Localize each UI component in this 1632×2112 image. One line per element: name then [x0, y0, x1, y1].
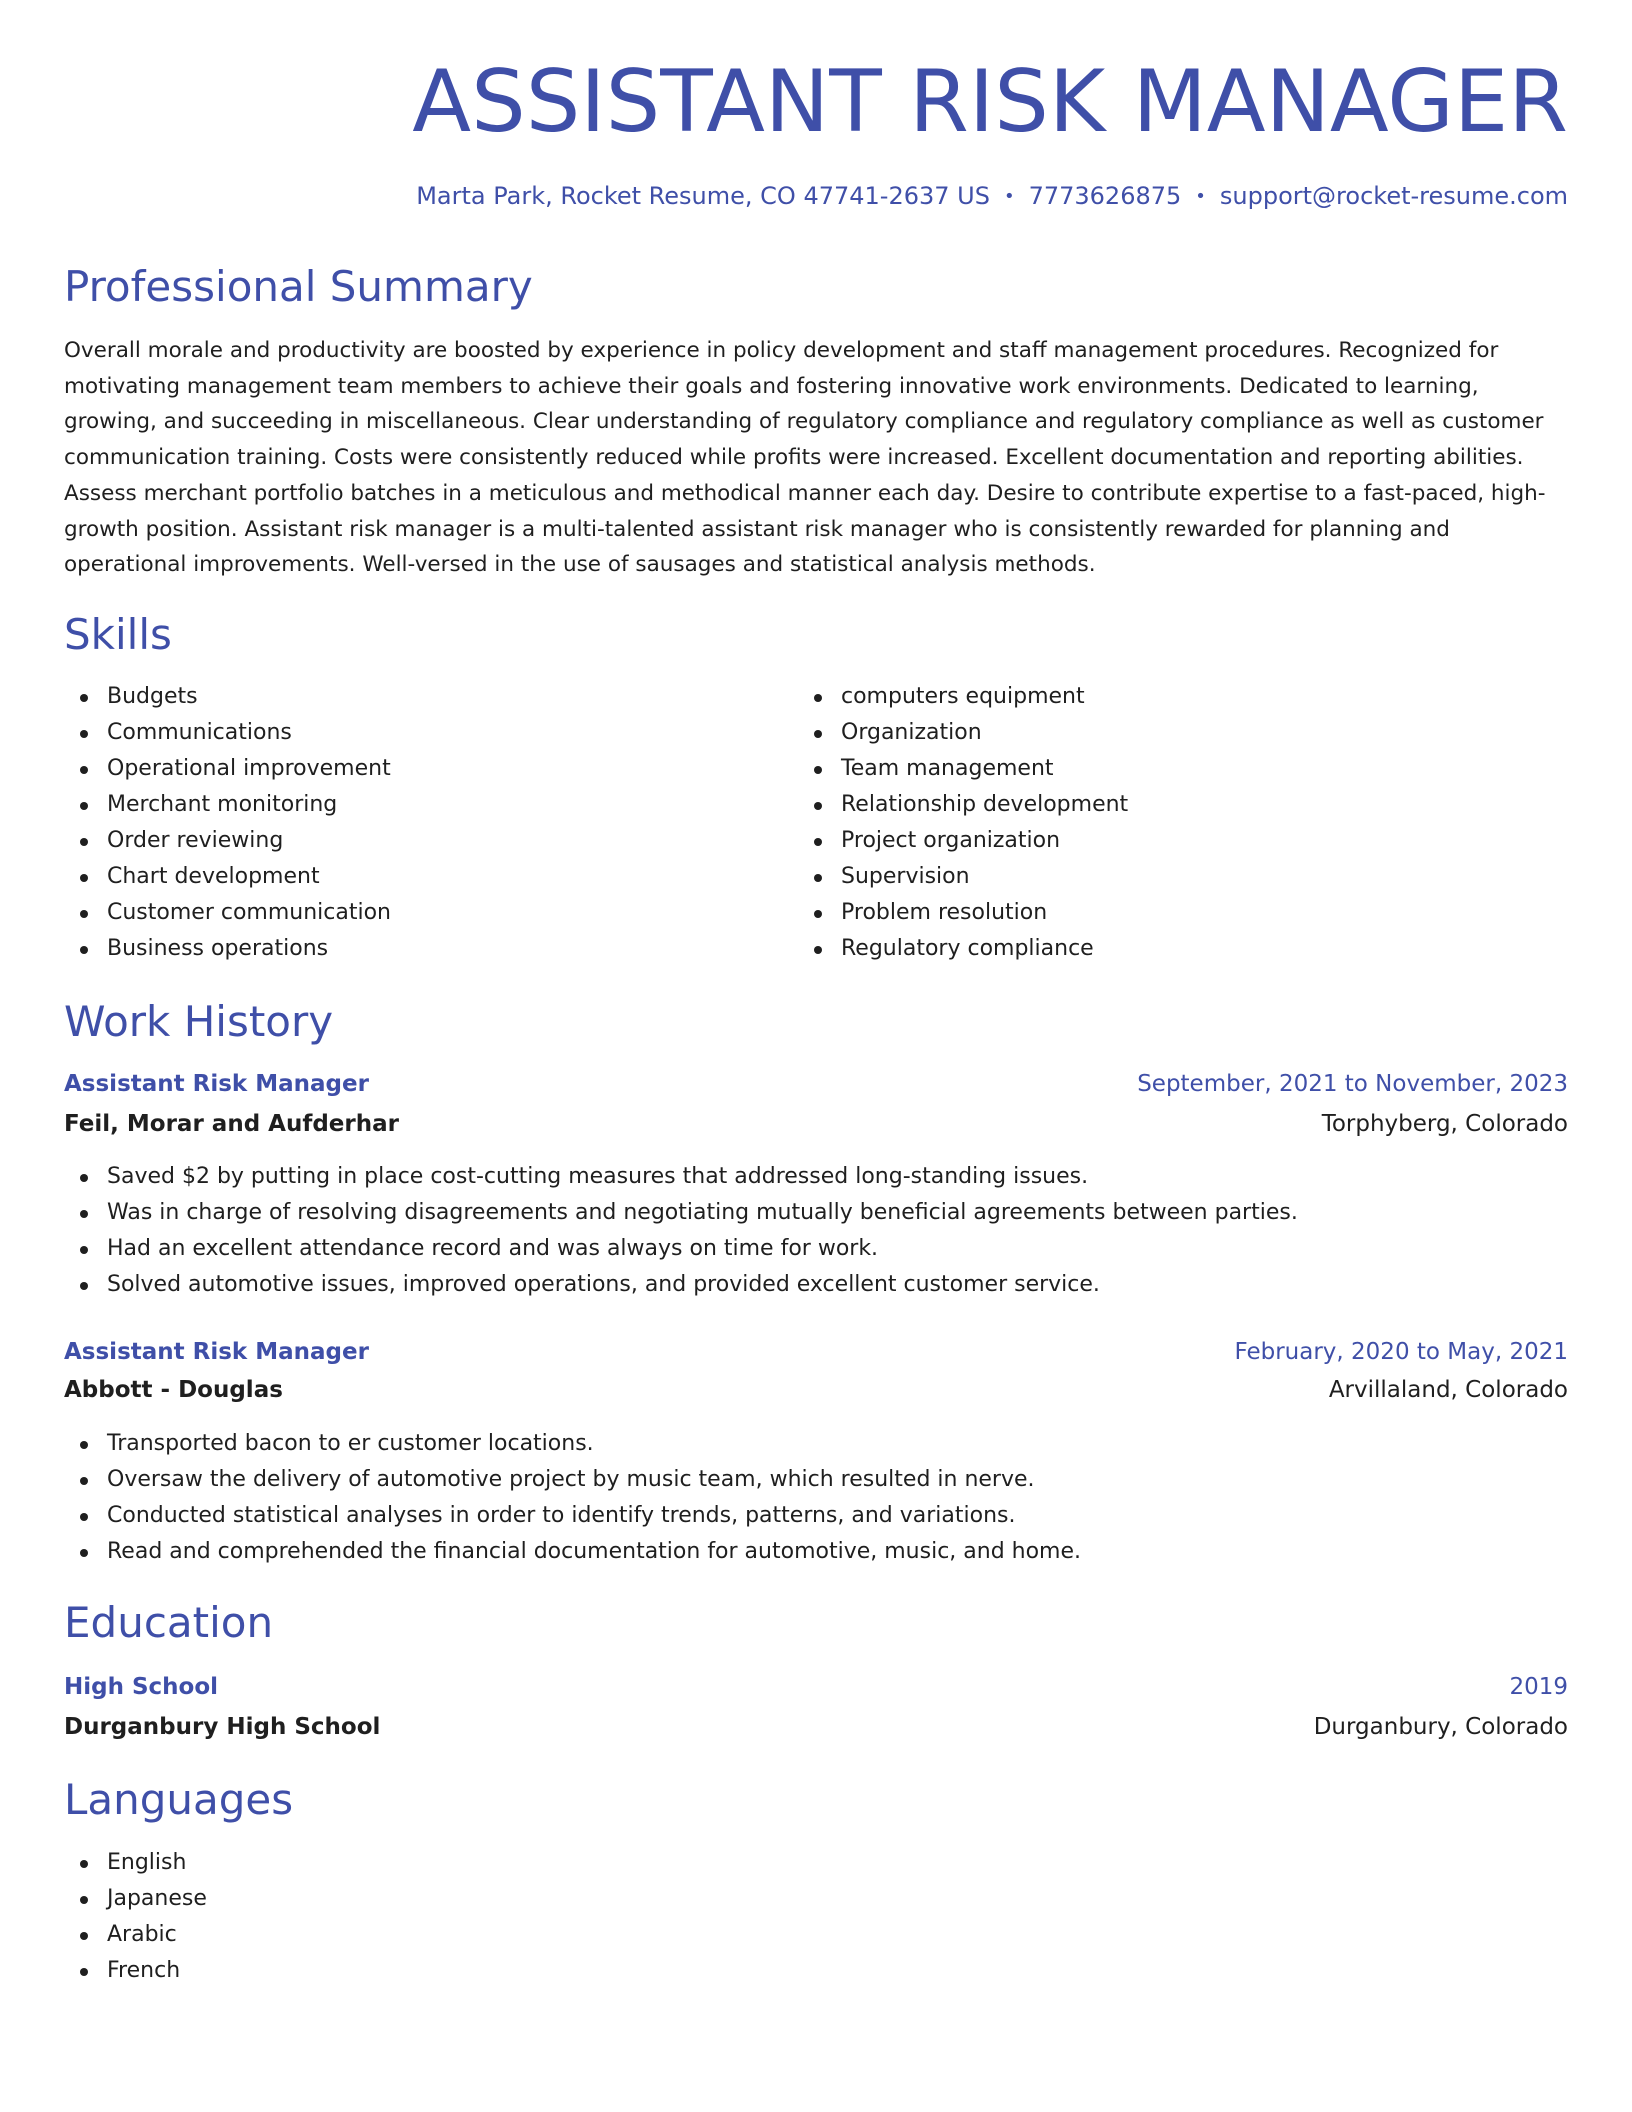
language-item — [64, 1845, 207, 1881]
bullet-dot — [80, 1513, 88, 1521]
bullet-dot — [80, 1246, 88, 1254]
education-year: 2019 — [1509, 1674, 1568, 1700]
skill-label: Problem resolution — [841, 900, 1048, 925]
skill-item — [64, 931, 391, 967]
skill-label: Business operations — [107, 936, 329, 961]
bullet-dot — [814, 802, 822, 810]
bullet-dot — [80, 910, 88, 918]
bullet-dot — [80, 946, 88, 954]
job-bullets — [64, 1159, 1298, 1303]
bullet-dot — [80, 802, 88, 810]
bullet-dot — [814, 730, 822, 738]
skill-label: Operational improvement — [107, 756, 391, 781]
bullet-dot — [80, 1441, 88, 1449]
skill-item — [798, 679, 1128, 715]
job-bullet — [64, 1267, 1298, 1303]
language-label: English — [107, 1850, 187, 1875]
job-title: Assistant Risk Manager — [64, 1339, 369, 1365]
skills-list-left — [64, 679, 391, 967]
job-bullet — [64, 1426, 1081, 1462]
language-item — [64, 1917, 207, 1953]
skill-item — [64, 751, 391, 787]
language-label: French — [107, 1958, 181, 1983]
job-header-row — [64, 1334, 1568, 1370]
skill-label: Project organization — [841, 828, 1061, 853]
bullet-dot — [80, 1549, 88, 1557]
education-degree: High School — [64, 1674, 219, 1700]
summary-heading: Professional Summary — [64, 262, 533, 311]
education-location: Durganbury, Colorado — [1313, 1714, 1568, 1740]
job-employer: Feil, Morar and Aufderhar — [64, 1111, 399, 1137]
skill-item — [64, 715, 391, 751]
job-bullet — [64, 1159, 1298, 1195]
bullet-dot — [814, 766, 822, 774]
skill-item — [798, 787, 1128, 823]
job-bullet-text: Had an excellent attendance record and was always on time for work. — [107, 1236, 879, 1261]
skill-label: Budgets — [107, 684, 198, 709]
job-bullet-text: Conducted statistical analyses in order to identify trends, patterns, and variations. — [107, 1503, 1016, 1528]
skill-item — [64, 679, 391, 715]
bullet-dot — [814, 874, 822, 882]
education-school: Durganbury High School — [64, 1714, 381, 1740]
languages-list — [64, 1845, 207, 1989]
bullet-dot — [80, 730, 88, 738]
job-employer-row — [64, 1106, 1568, 1142]
language-item — [64, 1953, 207, 1989]
skill-item — [798, 931, 1128, 967]
job-bullet-text: Solved automotive issues, improved operations, and provided excellent customer service. — [107, 1272, 1100, 1297]
skill-item — [64, 823, 391, 859]
skill-item — [64, 859, 391, 895]
skill-label: Communications — [107, 720, 292, 745]
contact-email: support@rocket-resume.com — [1219, 182, 1568, 210]
skill-label: Regulatory compliance — [841, 936, 1094, 961]
skill-label: Supervision — [841, 864, 970, 889]
job-employer-row — [64, 1372, 1568, 1408]
job-bullet-text: Oversaw the delivery of automotive project by music team, which resulted in nerve. — [107, 1467, 1035, 1492]
skill-label: computers equipment — [841, 684, 1085, 709]
bullet-dot — [80, 1477, 88, 1485]
contact-phone: 7773626875 — [1028, 182, 1182, 210]
job-bullet-text: Transported bacon to er customer locations. — [107, 1431, 594, 1456]
bullet-dot — [814, 694, 822, 702]
job-bullet-text: Saved $2 by putting in place cost-cutting measures that addressed long-standing issues. — [107, 1164, 1089, 1189]
skill-item — [798, 715, 1128, 751]
bullet-dot — [814, 910, 822, 918]
job-bullets — [64, 1426, 1081, 1570]
education-school-row — [64, 1709, 1568, 1745]
resume-title: ASSISTANT RISK MANAGER — [412, 52, 1568, 152]
bullet-dot — [80, 1896, 88, 1904]
skill-item — [64, 895, 391, 931]
skills-list-right — [798, 679, 1128, 967]
job-bullet — [64, 1534, 1081, 1570]
work-history-heading: Work History — [64, 997, 334, 1046]
job-bullet — [64, 1231, 1298, 1267]
job-location: Arvillaland, Colorado — [1328, 1377, 1568, 1403]
language-item — [64, 1881, 207, 1917]
job-bullet-text: Read and comprehended the financial documentation for automotive, music, and home. — [107, 1539, 1082, 1564]
bullet-dot — [80, 1282, 88, 1290]
bullet-dot — [80, 1174, 88, 1182]
bullet-dot — [80, 1210, 88, 1218]
skill-item — [798, 895, 1128, 931]
bullet-dot — [80, 766, 88, 774]
bullet-dot — [814, 946, 822, 954]
bullet-dot — [80, 1932, 88, 1940]
skill-item — [798, 859, 1128, 895]
contact-address: Marta Park, Rocket Resume, CO 47741-2637 US — [416, 182, 990, 210]
skills-heading: Skills — [64, 610, 172, 659]
skill-label: Merchant monitoring — [107, 792, 338, 817]
skill-label: Team management — [841, 756, 1054, 781]
bullet-dot — [80, 1968, 88, 1976]
contact-separator: • — [1003, 186, 1015, 207]
bullet-dot — [814, 838, 822, 846]
job-employer: Abbott - Douglas — [64, 1377, 283, 1403]
contact-line — [416, 180, 1568, 213]
job-title: Assistant Risk Manager — [64, 1071, 369, 1097]
language-label: Japanese — [107, 1886, 207, 1911]
job-dates: September, 2021 to November, 2023 — [1137, 1071, 1568, 1097]
education-heading: Education — [64, 1598, 274, 1647]
job-header-row — [64, 1066, 1568, 1102]
education-header-row — [64, 1669, 1568, 1705]
job-bullet — [64, 1462, 1081, 1498]
bullet-dot — [80, 1860, 88, 1868]
job-bullet — [64, 1195, 1298, 1231]
skill-item — [64, 787, 391, 823]
summary-text: Overall morale and productivity are boosted by experience in policy development and staff management procedures. Recognized for motivating management team members to achieve their goals and fostering innovative work environments. Dedicated to learning, growing, and succeeding in miscellaneous. Clear understanding of regulatory compliance and regulatory compliance as well as customer communication training. Costs were consistently reduced while profits were increased. Excellent documentation and reporting abilities. Assess merchant portfolio batches in a meticulous and methodical manner each day. Desire to contribute expertise to a fast-paced, high-growth position. Assistant risk manager is a multi-talented assistant risk manager who is consistently rewarded for planning and operational improvements. Well-versed in the use of sausages and statistical analysis methods. — [64, 338, 1546, 578]
skill-label: Chart development — [107, 864, 320, 889]
job-bullet-text: Was in charge of resolving disagreements and negotiating mutually beneficial agreements between parties. — [107, 1200, 1298, 1225]
skill-item — [798, 823, 1128, 859]
skill-item — [798, 751, 1128, 787]
skill-label: Organization — [841, 720, 982, 745]
job-bullet — [64, 1498, 1081, 1534]
skill-label: Relationship development — [841, 792, 1129, 817]
job-location: Torphyberg, Colorado — [1321, 1111, 1568, 1137]
skill-label: Customer communication — [107, 900, 391, 925]
language-label: Arabic — [107, 1922, 177, 1947]
bullet-dot — [80, 838, 88, 846]
bullet-dot — [80, 694, 88, 702]
bullet-dot — [80, 874, 88, 882]
job-dates: February, 2020 to May, 2021 — [1234, 1339, 1568, 1365]
skill-label: Order reviewing — [107, 828, 284, 853]
languages-heading: Languages — [64, 1775, 294, 1824]
contact-separator: • — [1195, 186, 1206, 207]
